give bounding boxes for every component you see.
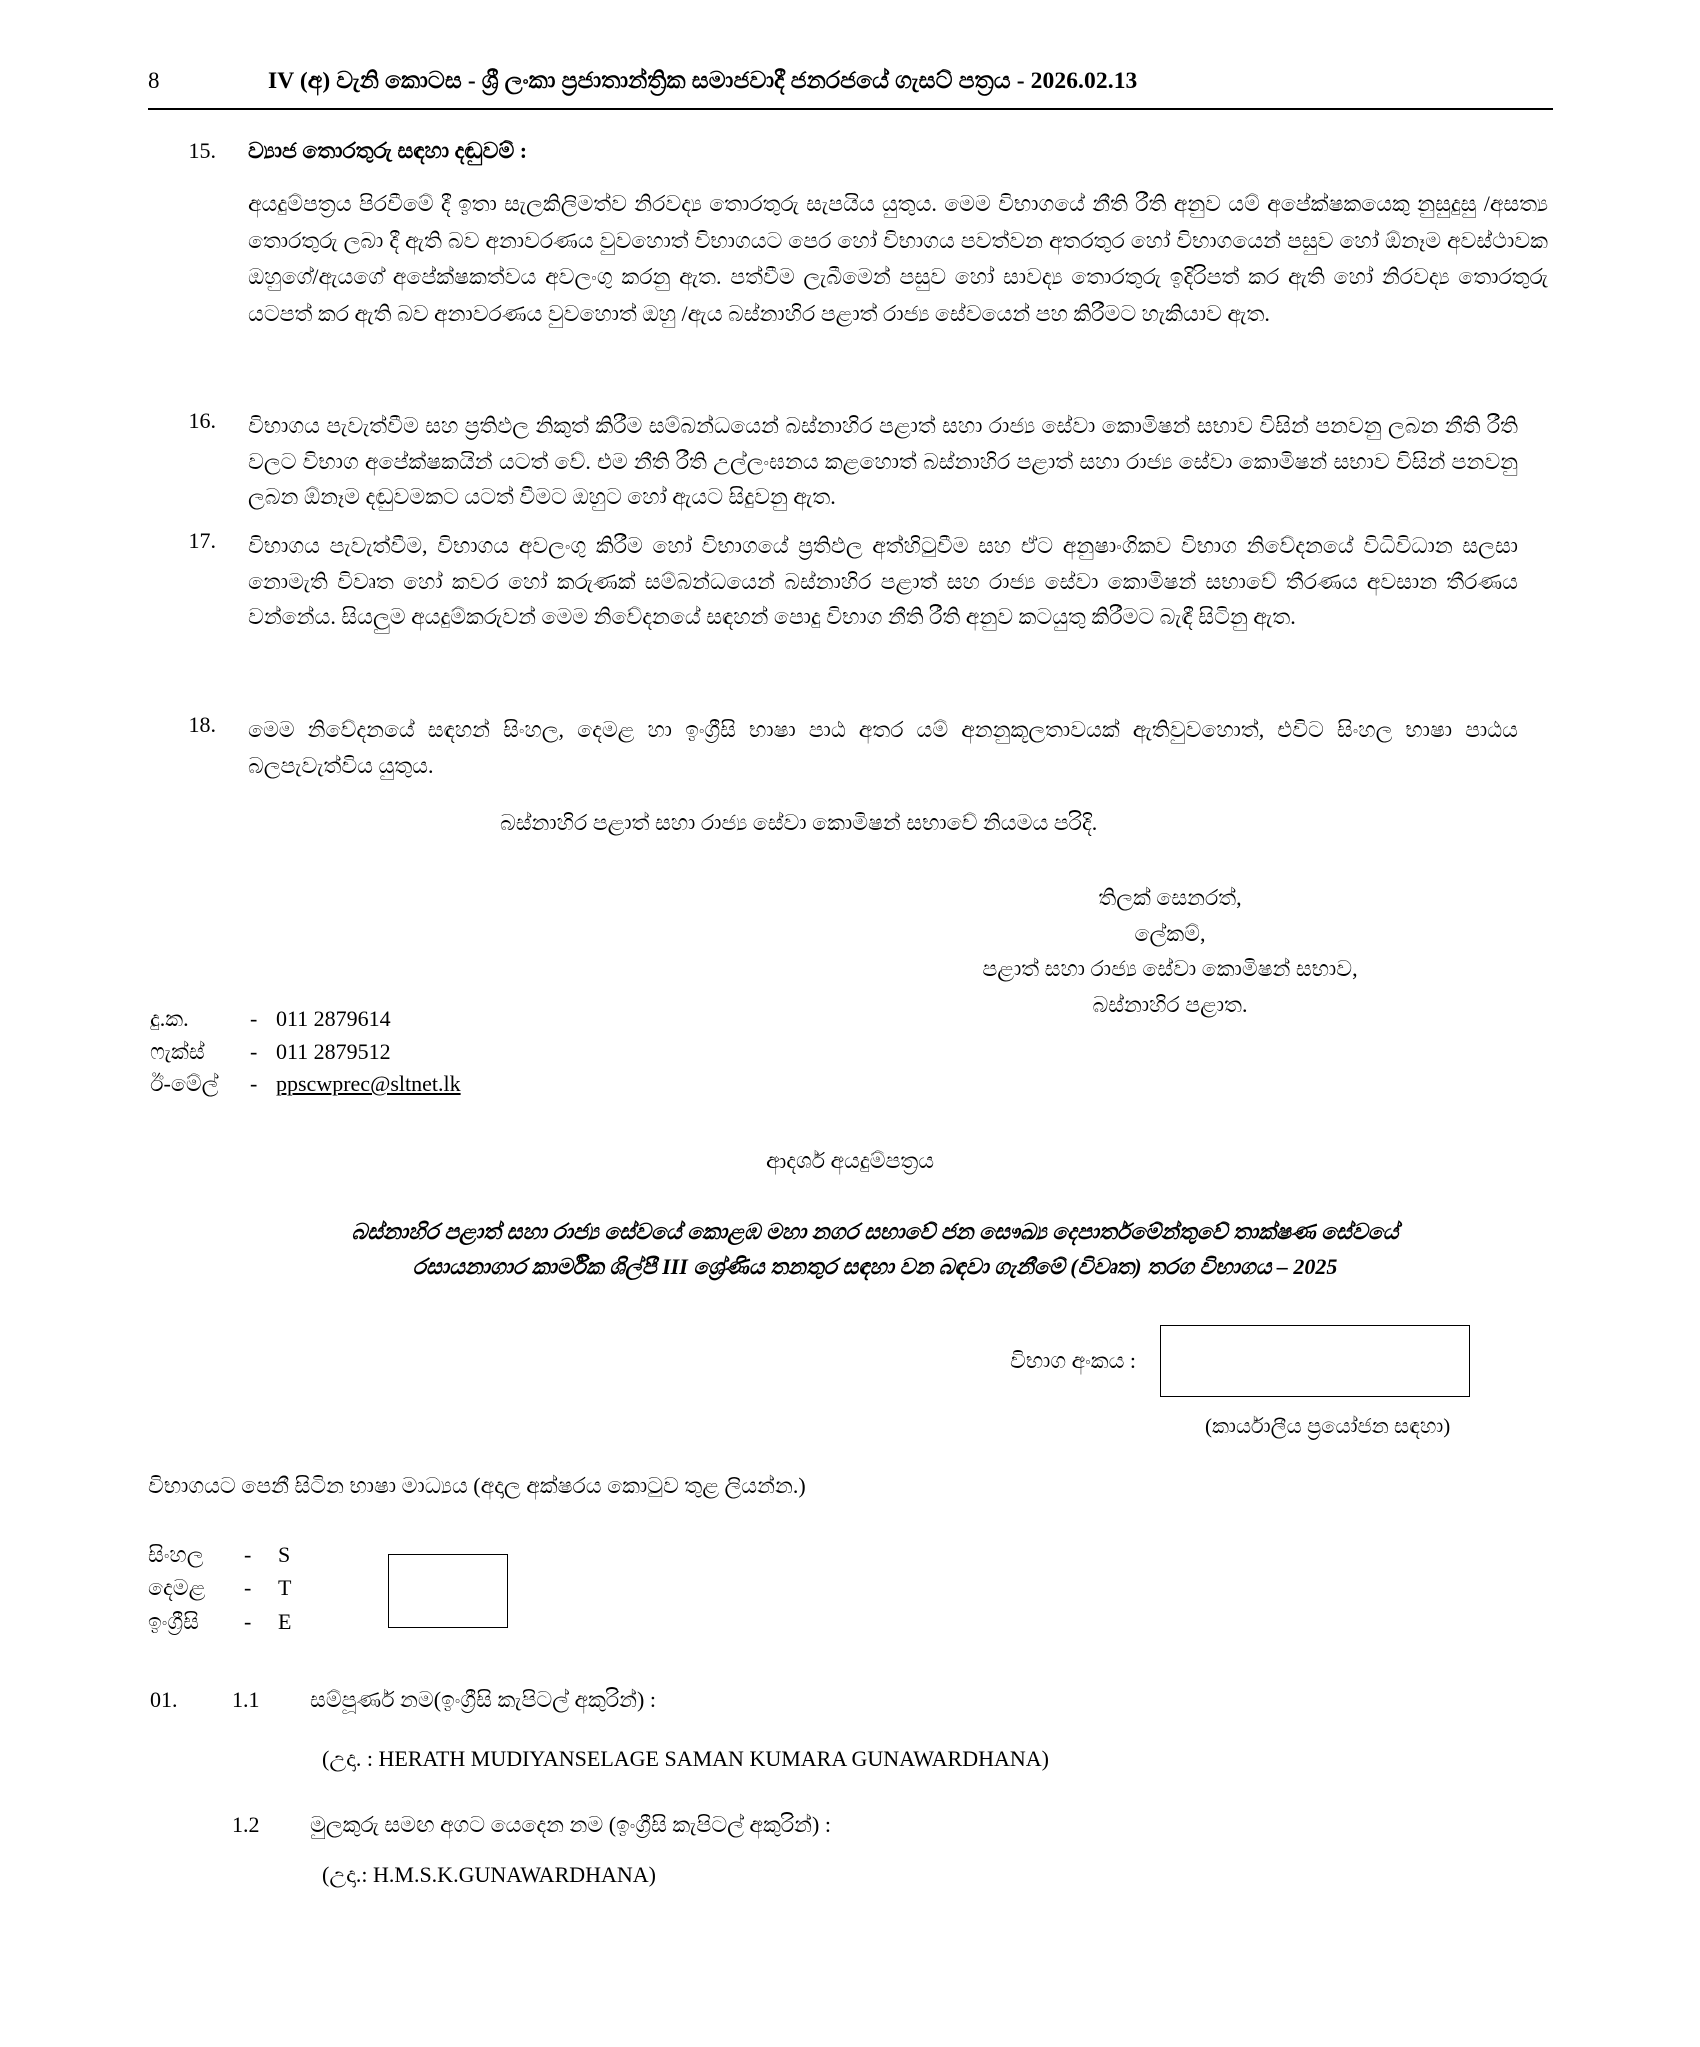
signature-block [860,880,1480,1023]
medium-english-label: ඉංග්‍රීසි [148,1608,199,1634]
clause-15-text: අයදුම්පත්‍රය පිරවීමේ දී ඉතා සැලකිලිමත්ව නිරවද්‍ය තොරතුරු සැපයිය යුතුය. මෙම විභාගයේ නීති රීති අනුව යම් අපේක්ෂකයෙකු නුසුදුසු /අසත්‍ය තොරතුරු ලබා දී ඇති බව අනාවරණය වුවහොත් විභාගයට පෙර හෝ විභාගය පවත්වන අතරතුර හෝ විභාගයෙන් පසුව හෝ ඕනෑම අවස්ථාවක ඔහුගේ/ඇයගේ අපේක්ෂකත්වය අවලංගු කරනු ඇත. පත්වීම ලැබීමෙන් පසුව හෝ සාවද්‍ය තොරතුරු ඉදිරිපත් කර ඇති හෝ නිරවද්‍ය තොරතුරු යටපත් කර ඇති බව අනාවරණය වුවහොත් ඔහු /ඇය බස්නාහිර පළාත් රාජ්‍ය සේවයෙන් පහ කිරීමට හැකියාව ඇත. [248,191,1548,326]
medium-tamil-label: දෙමළ [148,1575,206,1601]
medium-tamil-code: T [278,1575,292,1601]
exam-title [225,1215,1525,1285]
medium-english-dash: - [244,1608,252,1634]
medium-option-english [148,1605,318,1638]
page-number: 8 [148,68,160,93]
email-dash: - [250,1071,258,1097]
medium-english-code: E [278,1608,292,1634]
signatory-body: පළාත් සහා රාජ්‍ය සේවා කොමිෂන් සභාව, [982,956,1358,982]
question-1-2-label: මුලකුරු සමඟ අගට යෙදෙන නම (ඉංග්‍රීසි කැපිටල් අකුරින්) : [310,1812,831,1837]
clause-18-number: 18. [188,712,216,737]
signatory-province: බස්නාහිර පළාත. [1092,991,1248,1017]
question-1-1-number: 1.1 [232,1687,260,1712]
header-divider [148,108,1553,110]
exam-title-line-1: බස්නාහිර පළාත් සහා රාජ්‍ය සේවයේ කොළඹ මහා නගර සභාවේ ජන සෞඛ්‍ය දෙපාර්තමේන්තුවේ තාක්ෂණ සේවයේ [351,1219,1399,1244]
exam-title-line-2: රසායනාගාර කාර්මික ශිල්පී III ශ්‍රේණිය තනතුර සඳහා වන බඳවා ගැනීමේ (විවෘත) තරග විභාගය – 2025 [412,1253,1338,1279]
clause-15-number: 15. [188,138,216,163]
clause-16-text: විභාගය පැවැත්වීම සහ ප්‍රතිඵල නිකුත් කිරීම සම්බන්ධයෙන් බස්නාහිර පළාත් සහා රාජ්‍ය සේවා කොමිෂන් සභාව විසින් පනවනු ලබන නීති රීති වලට විභාග අපේක්ෂකයින් යටත් වේ. එම නීති රීති උල්ලංඝනය කළහොත් බස්නාහිර පළාත් සහා රාජ්‍ය සේවා කොමිෂන් සභාව විසින් පනවනු ලබන ඕනෑම දඬුවමකට යටත් වීමට ඔහුට හෝ ඇයට සිදුවනු ඇත. [248,413,1518,510]
phone-value: 011 2879614 [276,1006,391,1031]
exam-number-input-box[interactable] [1160,1325,1470,1397]
email-label: ඊ-මේල් [150,1071,219,1097]
language-medium-question: විභාගයට පෙනී සිටින භාෂා මාධ්‍යය (අදාල අක්ෂරය කොටුව තුළ ලියන්න.) [148,1473,806,1498]
fax-dash: - [250,1038,258,1064]
clause-15 [178,138,1518,164]
email-value[interactable]: ppscwprec@sltnet.lk [276,1071,461,1097]
clause-18 [178,712,1518,783]
question-1-1-example: (උදා. : HERATH MUDIYANSELAGE SAMAN KUMARA GUNAWARDHANA) [322,1746,1049,1771]
medium-sinhala-code: S [278,1542,291,1567]
question-01-number: 01. [150,1687,178,1712]
medium-option-tamil [148,1571,318,1604]
language-medium-input-box[interactable] [388,1554,508,1628]
clause-16-number: 16. [188,408,216,433]
clause-17 [178,528,1518,635]
page-header [148,68,1548,95]
clause-15-heading: ව්‍යාජ තොරතුරු සඳහා දඬුවම් : [248,138,528,163]
medium-sinhala-label: සිංහල [148,1542,204,1567]
phone-label: දු.ක. [150,1006,189,1031]
exam-number-label: විභාග අංකය : [1010,1348,1137,1373]
gazette-header-title: IV (අ) වැනි කොටස - ශ්‍රී ලංකා ප්‍රජාතාන්ත්‍රික සමාජවාදී ජනරජයේ ගැසට් පත්‍රය - 2026.02.13 [268,68,1138,94]
clause-18-text: මෙම නිවේදනයේ සඳහන් සිංහල, දෙමළ හා ඉංග්‍රීසි භාෂා පාඨ අතර යම් අනනුකූලතාවයක් ඇතිවුවහොත්, එවිට සිංහල භාෂා පාඨය බලපැවැත්විය යුතුය. [248,717,1518,778]
model-application-title: ආදර්ශ අයදුම්පත්‍රය [765,1148,935,1173]
question-1-2-example: (උදා.: H.M.S.K.GUNAWARDHANA) [322,1862,657,1887]
contact-block [150,1003,461,1101]
question-1-2-number: 1.2 [232,1812,260,1837]
contact-phone-row [150,1003,461,1036]
fax-label: ෆැක්ස් [150,1038,205,1064]
signatory-name: තිලක් සෙනරත්, [1098,885,1242,910]
fax-value: 011 2879512 [276,1038,391,1064]
clause-16 [178,408,1518,515]
medium-option-sinhala [148,1538,318,1571]
contact-fax-row [150,1036,461,1069]
medium-tamil-dash: - [244,1575,252,1601]
language-medium-list [148,1538,318,1638]
signatory-designation: ලේකම්, [1134,920,1206,946]
exam-number-field [1010,1325,1470,1397]
question-1-1-label: සම්පූර්ණ නම(ඉංග්‍රීසි කැපිටල් අකුරින්) : [310,1687,656,1712]
by-order-line: බස්නාහිර පළාත් සහා රාජ්‍ය සේවා කොමිෂන් සභාවේ නියමය පරිදි. [500,810,1098,835]
clause-17-text: විභාගය පැවැත්වීම, විභාගය අවලංගු කිරීම හෝ විභාගයේ ප්‍රතිඵල අත්හිටුවීම සහ ඒට අනුෂාංගිකව විභාග නිවේදනයේ විධිවිධාන සලසා නොමැති විවෘත හෝ කවර හෝ කරුණක් සම්බන්ධයෙන් බස්නාහිර පළාත් සහ රාජ්‍ය සේවා කොමිෂන් සභාවේ තීරණය අවසාන තීරණය වන්නේය. සියලුම අයදුම්කරුවන් මෙම නිවේදනයේ සඳහන් පොදු විභාග නීති රීති අනුව කටයුතු කිරීමට බැඳී සිටිනු ඇත. [248,533,1518,630]
clause-17-number: 17. [188,528,216,553]
contact-email-row [150,1068,461,1101]
office-use-note: (කාර්යාලීය ප්‍රයෝජන සඳහා) [1205,1414,1451,1438]
medium-sinhala-dash: - [244,1542,252,1567]
phone-dash: - [250,1006,258,1031]
